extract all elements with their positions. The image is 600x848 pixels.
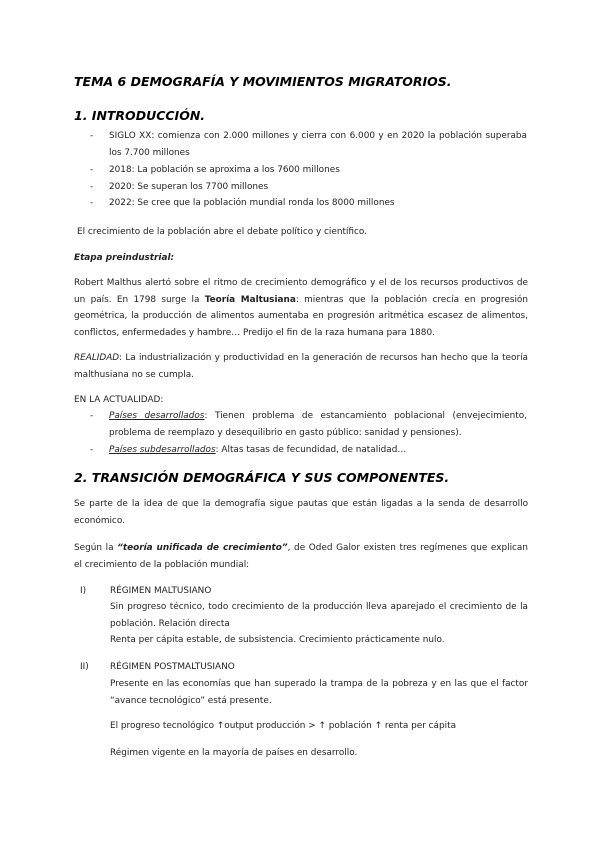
regime-text: Sin progreso técnico, todo crecimiento de la producción lleva aparejado el crecimiento de la población. Relación directa <box>110 602 528 629</box>
realidad-paragraph: REALIDAD: La industrialización y productividad en la generación de recursos han hecho que la teoría malthusiana no se cumpla. <box>74 353 528 380</box>
galor-paragraph: Según la “teoría unificada de crecimiento”, de Oded Galor existen tres regímenes que explican el crecimiento de la población mundial: <box>74 543 528 570</box>
section-2-heading: 2. TRANSICIÓN DEMOGRÁFICA Y SUS COMPONENTES. <box>74 470 450 485</box>
regime-text: Renta per cápita estable, de subsistencia. Crecimiento prácticamente nulo. <box>110 635 445 645</box>
debate-paragraph: El crecimiento de la población abre el debate político y científico. <box>77 227 367 237</box>
malthus-paragraph: Robert Malthus alertó sobre el ritmo de crecimiento demográfico y el de los recursos productivos de un país. En 1798 surge la Teoría Maltusiana: mientras que la población crecía en progresión geométrica, la producción de alimentos aumentaba en progresión aritmética escasez de alimentos, conflictos, enfermedades y hambre… Predijo el fin de la raza humana para 1880. <box>74 278 528 338</box>
regime-text: El progreso tecnológico ↑output producción > ↑ población ↑ renta per cápita <box>110 721 457 731</box>
actualidad-label: EN LA ACTUALIDAD: <box>74 395 164 405</box>
regime-text: Régimen vigente en la mayoría de países en desarrollo. <box>110 748 358 758</box>
regime-number: II) <box>80 662 89 672</box>
document-title: TEMA 6 DEMOGRAFÍA Y MOVIMIENTOS MIGRATORIOS. <box>74 74 452 89</box>
regime-title: RÉGIMEN POSTMALTUSIANO <box>110 662 235 672</box>
section-2-intro: Se parte de la idea de que la demografía sigue pautas que están ligadas a la senda de desarrollo económico. <box>74 499 528 526</box>
document-page: TEMA 6 DEMOGRAFÍA Y MOVIMIENTOS MIGRATORIOS. 1. INTRODUCCIÓN. - SIGLO XX: comienza con 2.000 millones y cierra con 6.000 y en 2020 la población superaba los 7.700 millones - 2018: La población se aproxima a los 7600 millones - 2020: Se superan los 7700 millones - 2022: Se cree que la población mundial ronda los 8000 millones El crecimiento de la población abre el debate político y científico. Etapa preindustrial: Robert Malthus alertó sobre el ritmo de crecimiento demográfico y el de los recursos productivos de un país. En 1798 surge la Teoría Maltusiana: mientras que la población crecía en progresión geométrica, la producción de alimentos aumentaba en progresión aritmética escasez de alimentos, conflictos, enfermedades y hambre… Predijo el fin de la raza humana para 1880. REALIDAD: La industrialización y productividad en la generación de recursos han hecho que la teoría malthusiana no se cumpla. EN LA ACTUALIDAD: - Países desarrollados: Tienen problema de estancamiento poblacional (envejecimiento, problema de reemplazo y desequilibrio en gasto público: sanidad y pensiones). - Países subdesarrollados: Altas tasas de fecundidad, de natalidad… 2. TRANSICIÓN DEMOGRÁFICA Y SUS COMPONENTES. Se parte de la idea de que la demografía sigue pautas que están ligadas a la senda de desarrollo económico. Según la “teoría unificada de crecimiento”, de Oded Galor existen tres regímenes que explican el crecimiento de la población mundial: I) RÉGIMEN MALTUSIANO Sin progreso técnico, todo crecimiento de la producción lleva aparejado el crecimiento de la población. Relación directa Renta per cápita estable, de subsistencia. Crecimiento prácticamente nulo. II) RÉGIMEN POSTMALTUSIANO Presente en las economías que han superado la trampa de la pobreza y en las que el factor “avance tecnológico” está presente. El progreso tecnológico ↑output producción > ↑ población ↑ renta per cápita Régimen vigente en la mayoría de países en desarrollo. <box>0 0 600 848</box>
section-1-heading: 1. INTRODUCCIÓN. <box>74 108 206 123</box>
regime-number: I) <box>80 586 87 596</box>
preindustrial-heading: Etapa preindustrial: <box>74 253 175 263</box>
regime-text: Presente en las economías que han superado la trampa de la pobreza y en las que el factor “avance tecnológico” está presente. <box>110 679 528 706</box>
regime-title: RÉGIMEN MALTUSIANO <box>110 586 212 596</box>
